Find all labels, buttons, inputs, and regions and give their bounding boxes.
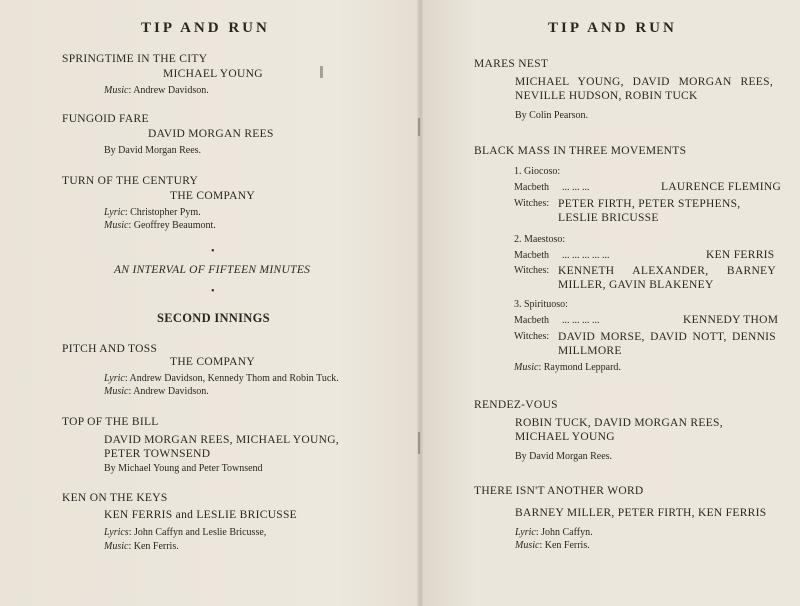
- item-title: RENDEZ-VOUS: [474, 399, 558, 411]
- credit-label: Music: [104, 386, 129, 397]
- item-title: SPRINGTIME IN THE CITY: [62, 53, 208, 65]
- item-credit: Lyric: Andrew Davidson, Kennedy Thom and Robin Tuck.: [104, 373, 339, 384]
- item-performers: THE COMPANY: [170, 190, 255, 202]
- macbeth-performer: KEN FERRIS: [706, 249, 775, 261]
- movement-heading: 2. Maestoso:: [514, 234, 566, 245]
- item-performers: MICHAEL YOUNG: [163, 68, 263, 80]
- item-credit: By David Morgan Rees.: [515, 451, 613, 462]
- item-performers: DAVID MORGAN REES: [148, 128, 274, 140]
- item-performers: BARNEY MILLER, PETER FIRTH, KEN FERRIS: [515, 507, 767, 519]
- second-innings-heading: SECOND INNINGS: [157, 311, 270, 325]
- credit-value: Christopher Pym.: [130, 207, 201, 218]
- item-credit: Music: Raymond Leppard.: [514, 362, 621, 373]
- item-credit: Lyric: John Caffyn.: [515, 527, 593, 538]
- item-credit: Music: Andrew Davidson.: [104, 386, 209, 397]
- leader-dots: ... ... ...: [562, 182, 590, 193]
- item-performers: KEN FERRIS and LESLIE BRICUSSE: [104, 509, 298, 521]
- credit-label: Lyric: [104, 373, 125, 384]
- macbeth-label: Macbeth: [514, 315, 549, 326]
- leader-dots: ... ... ... ... ...: [562, 250, 610, 261]
- item-title: THERE ISN'T ANOTHER WORD: [474, 485, 644, 497]
- witches-label: Witches:: [514, 265, 550, 276]
- bullet: •: [211, 246, 215, 257]
- credit-value: Andrew Davidson.: [133, 386, 209, 397]
- credit-value: Andrew Davidson.: [133, 85, 209, 96]
- movement-heading: 1. Giocoso:: [514, 166, 561, 177]
- item-credit: Lyric: Christopher Pym.: [104, 207, 201, 218]
- macbeth-performer: KENNEDY THOM: [683, 314, 779, 326]
- item-performers: THE COMPANY: [170, 356, 255, 368]
- credit-value: Andrew Davidson, Kennedy Thom and Robin Tuck.: [129, 373, 339, 384]
- credit-label: Lyric: [104, 207, 125, 218]
- movement-heading: 3. Spirituoso:: [514, 299, 568, 310]
- item-title: TOP OF THE BILL: [62, 416, 159, 428]
- credit-label: Music: [104, 541, 129, 552]
- item-credit: Lyrics: John Caffyn and Leslie Bricusse,: [104, 527, 267, 538]
- item-credit: By David Morgan Rees.: [104, 145, 202, 156]
- credit-value: John Caffyn.: [541, 527, 593, 538]
- witches-label: Witches:: [514, 331, 550, 342]
- item-credit: Music: Ken Ferris.: [104, 541, 179, 552]
- pencil-mark: [320, 66, 323, 78]
- left-page-title: TIP AND RUN: [141, 20, 270, 36]
- macbeth-label: Macbeth: [514, 182, 549, 193]
- credit-label: Music: [104, 220, 129, 231]
- witches-performers: DAVID MORSE, DAVID NOTT, DENNIS MILLMORE: [558, 331, 776, 357]
- bullet: •: [211, 286, 215, 297]
- item-title: PITCH AND TOSS: [62, 343, 158, 355]
- item-title: TURN OF THE CENTURY: [62, 175, 199, 187]
- crease-mark: [418, 118, 420, 136]
- credit-label: Lyric: [515, 527, 536, 538]
- macbeth-label: Macbeth: [514, 250, 549, 261]
- item-performers: ROBIN TUCK, DAVID MORGAN REES, MICHAEL YOUNG: [515, 417, 723, 443]
- credit-value: Ken Ferris.: [544, 540, 590, 551]
- item-title: MARES NEST: [474, 58, 549, 70]
- item-credit: Music: Ken Ferris.: [515, 540, 590, 551]
- crease-mark: [418, 432, 420, 454]
- credit-label: Music: [104, 85, 129, 96]
- item-credit: By Michael Young and Peter Townsend: [104, 463, 263, 474]
- witches-label: Witches:: [514, 198, 550, 209]
- credit-label: Lyrics: [104, 527, 129, 538]
- item-title: KEN ON THE KEYS: [62, 492, 168, 504]
- interval-text: AN INTERVAL OF FIFTEEN MINUTES: [114, 264, 311, 276]
- item-title: FUNGOID FARE: [62, 113, 149, 125]
- item-credit: By Colin Pearson.: [515, 110, 589, 121]
- credit-label: Music: [515, 540, 540, 551]
- credit-value: John Caffyn and Leslie Bricusse,: [133, 527, 267, 538]
- witches-performers: KENNETH ALEXANDER, BARNEY MILLER, GAVIN BLAKENEY: [558, 265, 776, 291]
- credit-label: Music: [514, 362, 539, 373]
- page-gutter: [417, 0, 423, 606]
- credit-value: Raymond Leppard.: [543, 362, 621, 373]
- leader-dots: ... ... ... ...: [562, 315, 600, 326]
- macbeth-performer: LAURENCE FLEMING: [661, 181, 782, 193]
- item-title: BLACK MASS IN THREE MOVEMENTS: [474, 145, 687, 157]
- item-performers: DAVID MORGAN REES, MICHAEL YOUNG, PETER TOWNSEND: [104, 434, 340, 460]
- item-credit: Music: Andrew Davidson.: [104, 85, 209, 96]
- witches-performers: PETER FIRTH, PETER STEPHENS, LESLIE BRICUSSE: [558, 198, 741, 224]
- right-page-title: TIP AND RUN: [548, 20, 677, 36]
- credit-value: Geoffrey Beaumont.: [133, 220, 216, 231]
- item-credit: Music: Geoffrey Beaumont.: [104, 220, 216, 231]
- credit-value: Ken Ferris.: [133, 541, 179, 552]
- item-performers: MICHAEL YOUNG, DAVID MORGAN REES, NEVILLE HUDSON, ROBIN TUCK: [515, 76, 773, 102]
